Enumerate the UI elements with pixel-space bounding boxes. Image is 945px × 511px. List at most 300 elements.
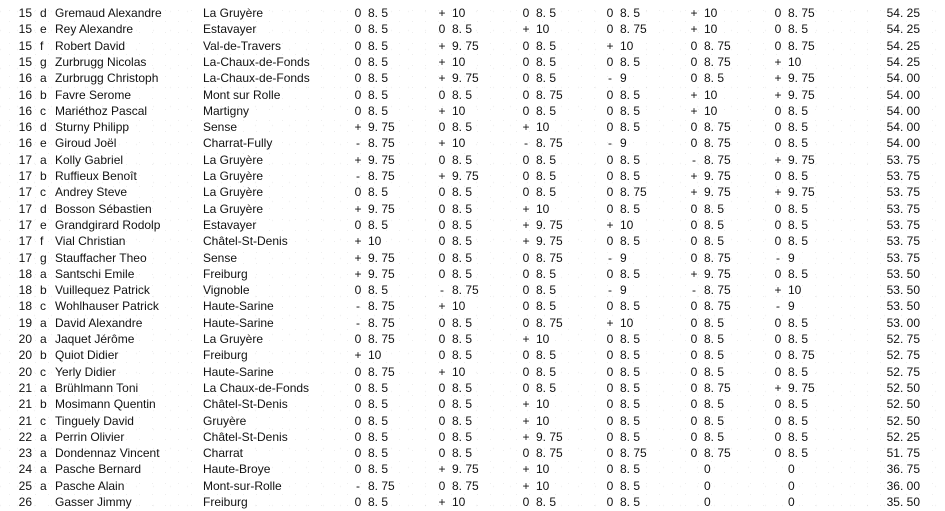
score-6-value: 8. 5 [788,217,809,232]
athlete-name-cell: Kolly Gabriel [55,152,124,167]
score-5-marker: 0 [690,217,698,232]
rank-cell: 15 [18,22,32,37]
total-score-cell: 53. 50 [886,266,920,281]
score-1-marker: + [354,234,362,249]
score-3-value: 9. 75 [536,429,563,444]
score-2-marker: 0 [438,152,446,167]
sub-rank-cell: b [40,348,47,363]
score-3-marker: 0 [522,315,530,330]
table-row [0,298,945,314]
score-2-marker: + [438,6,446,20]
score-2-value: 8. 75 [452,283,479,298]
sub-rank-cell: a [40,266,47,281]
score-5-value: 10 [704,22,718,37]
score-4-marker: - [608,136,612,151]
sub-rank-cell: b [40,283,47,298]
rank-cell: 22 [18,429,32,444]
total-score-cell: 54. 25 [886,22,920,37]
score-3-value: 8. 75 [536,250,563,265]
table-row [0,494,945,510]
score-6-value: 9. 75 [788,380,815,395]
score-6-marker: 0 [774,348,782,363]
rank-cell: 15 [18,38,32,53]
sub-rank-cell [40,494,52,510]
score-3-marker: + [522,478,530,493]
score-6-value: 0 [788,495,795,509]
rank-cell: 16 [18,136,32,151]
score-4-value: 8. 5 [620,495,641,509]
score-4-value: 8. 5 [620,397,641,412]
score-3-marker: 0 [522,103,530,118]
athlete-name-cell: Vuillequez Patrick [55,283,150,298]
score-3-value: 8. 5 [536,103,557,118]
score-1-marker: 0 [354,462,362,477]
score-4-marker: 0 [606,266,614,281]
score-5-marker: 0 [690,380,698,395]
score-2-marker: + [438,103,446,118]
score-3-value: 10 [536,478,550,493]
table-row [0,364,945,380]
athlete-name-cell: Quiot Didier [55,348,119,363]
score-1-marker: + [354,348,362,363]
score-1-value: 8. 5 [368,103,389,118]
score-3-value: 8. 5 [536,380,557,395]
score-3-value: 10 [536,22,550,37]
score-4-marker: + [606,38,614,53]
score-3-value: 10 [536,462,550,477]
table-row [0,70,945,86]
score-4-value: 10 [620,315,634,330]
rank-cell: 16 [18,71,32,86]
athlete-name-cell: Yerly Didier [55,364,116,379]
table-row [0,119,945,135]
score-2-value: 8. 5 [452,397,473,412]
score-3-marker: 0 [522,87,530,102]
club-cell: La Gruyère [203,185,264,200]
score-5-value: 10 [704,87,718,102]
athlete-name-cell: Rey Alexandre [55,22,134,37]
sub-rank-cell: a [40,380,47,395]
total-score-cell: 53. 50 [886,283,920,298]
score-1-value: 8. 5 [368,429,389,444]
score-5-value: 10 [704,103,718,118]
score-3-value: 10 [536,397,550,412]
score-2-value: 10 [452,136,466,151]
club-cell: Haute-Sarine [203,315,274,330]
score-6-value: 8. 75 [788,348,815,363]
score-2-marker: + [438,71,446,86]
score-5-value: 8. 75 [704,54,731,69]
score-6-value: 0 [788,478,795,493]
total-score-cell: 52. 25 [886,429,920,444]
club-cell: Haute-Sarine [203,299,274,314]
score-2-marker: + [438,364,446,379]
score-4-marker: 0 [606,234,614,249]
score-5-value: 8. 5 [704,201,725,216]
score-3-marker: - [524,136,528,151]
score-2-marker: + [438,495,446,509]
score-1-value: 8. 75 [368,332,395,346]
rank-cell: 15 [18,54,32,69]
score-4-value: 9 [620,283,627,298]
score-6-marker: + [774,152,782,167]
score-2-value: 8. 5 [452,234,473,249]
score-2-marker: 0 [438,429,446,444]
score-5-marker: 0 [690,348,698,363]
score-3-marker: + [522,397,530,412]
club-cell: Estavayer [203,22,257,37]
sub-rank-cell: d [40,120,47,135]
athlete-name-cell: Stauffacher Theo [55,250,147,265]
sub-rank-cell: g [40,250,47,265]
score-3-marker: 0 [522,380,530,395]
score-6-marker: + [774,380,782,395]
sub-rank-cell: f [40,234,44,249]
score-4-marker: 0 [606,103,614,118]
score-6-marker: 0 [774,364,782,379]
club-cell: Sense [203,250,238,265]
score-4-value: 8. 5 [620,87,641,102]
score-6-value: 8. 5 [788,234,809,249]
rank-cell: 19 [18,315,32,330]
score-1-marker: - [356,299,360,314]
club-cell: La Gruyère [203,332,264,346]
athlete-name-cell: Sturny Philipp [55,120,130,135]
score-2-marker: + [438,38,446,53]
score-5-value: 9. 75 [704,169,731,183]
score-6-value: 9. 75 [788,87,815,102]
sub-rank-cell: a [40,478,47,493]
score-2-value: 9. 75 [452,462,479,477]
sub-rank-cell: a [40,446,47,461]
score-5-value: 0 [704,495,711,509]
score-3-value: 8. 5 [536,348,557,363]
score-6-value: 8. 5 [788,364,809,379]
score-5-value: 8. 75 [704,152,731,167]
score-2-marker: 0 [438,348,446,363]
score-6-marker: 0 [774,446,782,461]
sub-rank-cell: a [40,315,47,330]
score-1-value: 8. 5 [368,283,389,298]
score-4-value: 9 [620,250,627,265]
score-4-value: 8. 5 [620,103,641,118]
score-1-value: 8. 5 [368,413,389,428]
score-2-marker: 0 [438,185,446,200]
score-2-value: 9. 75 [452,38,479,53]
club-cell: Haute-Sarine [203,364,274,379]
total-score-cell: 52. 50 [886,413,920,428]
score-6-marker: 0 [774,136,782,151]
score-5-value: 8. 75 [704,250,731,265]
score-5-value: 8. 75 [704,446,731,461]
table-row [0,266,945,282]
score-3-value: 8. 75 [536,136,563,151]
athlete-name-cell: Mariéthoz Pascal [55,103,148,118]
score-6-value: 10 [788,54,802,69]
score-1-value: 8. 5 [368,38,389,53]
score-4-marker: - [608,71,612,86]
total-score-cell: 53. 75 [886,185,920,200]
score-3-marker: + [522,201,530,216]
total-score-cell: 54. 25 [886,54,920,69]
score-2-marker: 0 [438,315,446,330]
table-row [0,54,945,70]
score-3-marker: 0 [522,54,530,69]
table-row [0,103,945,119]
score-5-marker: 0 [690,315,698,330]
score-4-value: 8. 75 [620,22,647,37]
score-2-value: 8. 5 [452,87,473,102]
score-5-marker: 0 [690,397,698,412]
rank-cell: 17 [18,152,32,167]
score-2-marker: 0 [438,22,446,37]
score-6-value: 8. 5 [788,120,809,135]
club-cell: Charrat-Fully [203,136,273,151]
score-1-value: 10 [368,348,382,363]
club-cell: La Gruyère [203,152,264,167]
club-cell: Sense [203,120,238,135]
score-4-marker: 0 [606,429,614,444]
rank-cell: 17 [18,217,32,232]
score-2-value: 8. 5 [452,332,473,346]
club-cell: Freiburg [203,495,248,509]
score-2-value: 8. 5 [452,201,473,216]
score-3-marker: 0 [522,495,530,509]
athlete-name-cell: Tinguely David [55,413,134,428]
score-6-value: 9 [788,299,795,314]
total-score-cell: 54. 25 [886,6,920,20]
score-1-value: 9. 75 [368,250,395,265]
score-6-marker: 0 [774,103,782,118]
club-cell: Mont-sur-Rolle [203,478,282,493]
score-1-marker: - [356,136,360,151]
score-2-marker: + [438,462,446,477]
table-row [0,478,945,494]
table-row [0,152,945,168]
athlete-name-cell: Dondennaz Vincent [55,446,160,461]
score-1-marker: 0 [354,71,362,86]
score-1-value: 8. 5 [368,6,389,20]
score-1-value: 8. 5 [368,380,389,395]
score-1-value: 8. 5 [368,22,389,37]
score-1-marker: - [356,169,360,183]
score-5-value: 0 [704,462,711,477]
score-5-marker: + [690,22,698,37]
rank-cell: 16 [18,120,32,135]
score-5-marker: 0 [690,120,698,135]
score-5-marker [688,494,700,510]
score-1-value: 9. 75 [368,201,395,216]
sub-rank-cell: b [40,169,47,183]
score-1-marker: 0 [354,22,362,37]
score-6-marker: + [774,87,782,102]
rank-cell: 16 [18,87,32,102]
score-6-marker: 0 [774,234,782,249]
total-score-cell: 52. 75 [886,364,920,379]
score-5-value: 8. 5 [704,332,725,346]
score-3-value: 8. 5 [536,38,557,53]
score-2-value: 8. 5 [452,22,473,37]
club-cell: La-Chaux-de-Fonds [203,54,310,69]
rank-cell: 21 [18,380,32,395]
score-3-marker: + [522,332,530,346]
score-6-marker: - [776,299,780,314]
score-1-marker: 0 [354,103,362,118]
score-1-marker: 0 [354,87,362,102]
score-5-marker: 0 [690,299,698,314]
score-1-marker: 0 [354,429,362,444]
table-row [0,445,945,461]
athlete-name-cell: Grandgirard Rodolp [55,217,161,232]
total-score-cell: 53. 75 [886,217,920,232]
club-cell: Freiburg [203,266,248,281]
table-row [0,87,945,103]
sub-rank-cell: b [40,397,47,412]
score-2-value: 8. 75 [452,478,479,493]
sub-rank-cell: c [40,413,46,428]
score-6-marker: 0 [774,120,782,135]
score-5-value: 8. 5 [704,71,725,86]
score-3-value: 8. 5 [536,6,557,20]
score-3-marker: + [522,462,530,477]
score-5-value: 8. 75 [704,38,731,53]
score-5-marker: 0 [690,136,698,151]
sub-rank-cell: c [40,299,46,314]
score-2-marker: 0 [438,446,446,461]
score-5-marker: 0 [690,234,698,249]
sub-rank-cell: a [40,71,47,86]
score-2-value: 8. 5 [452,152,473,167]
table-row [0,282,945,298]
total-score-cell: 54. 00 [886,120,920,135]
table-row [0,347,945,363]
score-6-value: 10 [788,283,802,298]
table-row [0,201,945,217]
total-score-cell: 51. 75 [886,446,920,461]
score-3-marker: 0 [522,185,530,200]
score-5-marker: 0 [690,332,698,346]
score-1-value: 8. 5 [368,446,389,461]
club-cell: La Chaux-de-Fonds [203,380,310,395]
score-4-value: 9 [620,71,627,86]
athlete-name-cell: Perrin Olivier [55,429,125,444]
total-score-cell: 52. 75 [886,348,920,363]
score-2-marker: 0 [438,413,446,428]
club-cell: La Gruyère [203,201,264,216]
total-score-cell: 54. 00 [886,71,920,86]
score-1-value: 8. 5 [368,217,389,232]
score-6-marker [772,494,784,510]
score-4-value: 8. 5 [620,201,641,216]
score-3-value: 8. 5 [536,283,557,298]
club-cell: Mont sur Rolle [203,87,281,102]
score-4-marker: 0 [606,87,614,102]
athlete-name-cell: Vial Christian [55,234,126,249]
score-2-value: 8. 5 [452,185,473,200]
score-5-value: 8. 5 [704,429,725,444]
score-6-value: 8. 5 [788,315,809,330]
rank-cell: 24 [18,462,32,477]
total-score-cell: 53. 75 [886,250,920,265]
score-1-value: 8. 5 [368,185,389,200]
total-score-cell: 54. 00 [886,136,920,151]
score-2-value: 8. 5 [452,380,473,395]
score-3-value: 8. 5 [536,266,557,281]
score-5-marker: 0 [690,446,698,461]
sub-rank-cell: a [40,429,47,444]
total-score-cell: 36. 00 [886,478,920,493]
score-3-value: 8. 5 [536,299,557,314]
table-row [0,5,945,21]
score-6-marker: 0 [774,266,782,281]
score-4-marker: 0 [606,201,614,216]
score-4-marker: 0 [606,495,614,509]
score-2-value: 8. 5 [452,429,473,444]
score-2-value: 8. 5 [452,250,473,265]
score-5-marker: + [690,6,698,20]
score-6-marker [772,461,784,477]
score-4-value: 8. 5 [620,169,641,183]
score-3-value: 10 [536,201,550,216]
score-4-value: 8. 5 [620,332,641,346]
score-5-value: 10 [704,6,718,20]
score-2-marker: 0 [438,87,446,102]
score-6-marker: 0 [774,22,782,37]
score-6-value: 8. 5 [788,22,809,37]
score-4-marker: 0 [606,169,614,183]
score-6-marker: + [774,185,782,200]
score-6-value: 9. 75 [788,185,815,200]
score-3-value: 8. 5 [536,54,557,69]
score-2-marker: 0 [438,234,446,249]
score-1-value: 8. 75 [368,364,395,379]
rank-cell: 15 [18,6,32,20]
sub-rank-cell: c [40,364,46,379]
score-4-value: 8. 5 [620,348,641,363]
score-1-marker: 0 [354,413,362,428]
score-4-value: 8. 5 [620,462,641,477]
score-6-value: 8. 5 [788,201,809,216]
score-3-marker: 0 [522,169,530,183]
score-1-marker: 0 [354,217,362,232]
rank-cell: 17 [18,250,32,265]
score-2-value: 8. 5 [452,266,473,281]
table-row [0,380,945,396]
score-1-marker: 0 [354,38,362,53]
score-1-marker: 0 [354,397,362,412]
score-6-marker: 0 [774,429,782,444]
rank-cell: 21 [18,413,32,428]
score-5-value: 8. 5 [704,315,725,330]
score-5-marker: + [690,185,698,200]
sub-rank-cell: c [40,103,46,118]
score-5-marker: + [690,87,698,102]
score-4-marker: + [606,217,614,232]
score-3-value: 8. 5 [536,185,557,200]
sub-rank-cell: d [40,6,47,20]
score-5-value: 0 [704,478,711,493]
score-1-marker: 0 [354,332,362,346]
score-6-marker: + [774,283,782,298]
club-cell: La Gruyère [203,6,264,20]
score-5-marker: 0 [690,54,698,69]
score-2-value: 9. 75 [452,71,479,86]
score-1-value: 8. 75 [368,478,395,493]
score-4-marker: 0 [606,6,614,20]
score-2-marker: + [438,299,446,314]
athlete-name-cell: David Alexandre [55,315,143,330]
score-3-marker: 0 [522,250,530,265]
